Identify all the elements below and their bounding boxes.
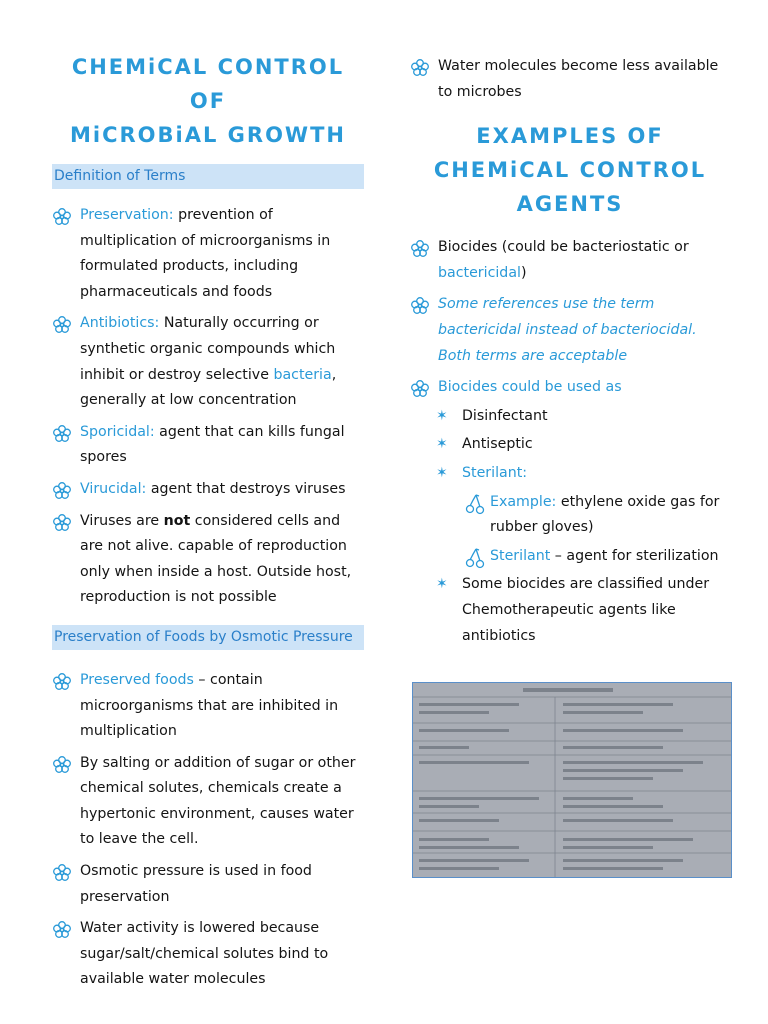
blurred-table-image <box>413 683 731 877</box>
term-sterilant: Sterilant <box>490 547 551 564</box>
text-disinfectant: Disinfectant <box>462 407 548 424</box>
table-photo <box>412 682 732 878</box>
text-example: ethylene oxide gas for rubber gloves) <box>490 493 720 536</box>
subsubbullet-example <box>410 490 730 541</box>
flower-outline-icon <box>52 755 72 773</box>
star-icon: ✶ <box>436 464 448 481</box>
subbullet-sterilant <box>410 461 730 487</box>
text-salting: By salting or addition of sugar or other chemical solutes, chemicals create a hypertonic environment, causes water to leave the cell. <box>80 754 356 848</box>
bullet-antibiotics <box>52 311 364 413</box>
term-preserved-foods: Preserved foods <box>80 671 194 688</box>
link-bacteria[interactable]: bacteria <box>273 366 332 383</box>
text-virucidal: agent that destroys viruses <box>146 480 346 497</box>
flower-outline-icon <box>410 58 430 76</box>
text-preservation: prevention of multiplication of microorganisms in formulated products, including pharmaceuticals and foods <box>80 207 331 300</box>
text-some-biocides: Some biocides are classified under Chemotherapeutic agents like antibiotics <box>462 576 710 644</box>
text-sterilant-label: Sterilant: <box>462 464 528 481</box>
right-column <box>410 0 730 649</box>
flower-outline-icon <box>52 863 72 881</box>
term-preservation: Preservation: <box>80 207 174 223</box>
flower-outline-icon <box>410 379 430 397</box>
bullet-osmotic-pressure <box>52 859 364 910</box>
bullet-biocides <box>410 235 730 286</box>
cherries-icon <box>464 547 486 569</box>
text-biocides-a: Biocides (could be bacteriostatic or <box>438 239 689 256</box>
text-antibiotics-a: Naturally occurring or synthetic organic compounds which inhibit or destroy selective <box>80 315 336 383</box>
section-heading-definitions: Definition of Terms <box>52 164 364 189</box>
bullet-viruses <box>52 509 364 611</box>
flower-outline-icon <box>52 424 72 442</box>
star-icon: ✶ <box>436 436 448 453</box>
text-sporicidal: agent that can kills fungal spores <box>80 423 345 466</box>
examples-title-line3: AGENTS <box>516 192 624 217</box>
bullet-preserved-foods <box>52 668 364 745</box>
cherries-icon <box>464 493 486 515</box>
flower-outline-icon <box>52 920 72 938</box>
bullet-water-activity <box>52 916 364 993</box>
flower-outline-icon <box>52 481 72 499</box>
text-antiseptic: Antiseptic <box>462 436 533 453</box>
flower-outline-icon <box>52 672 72 690</box>
link-bactericidal[interactable]: bactericidal <box>438 264 521 281</box>
text-used-as: Biocides could be used as <box>438 379 622 396</box>
section-heading-osmotic: Preservation of Foods by Osmotic Pressure <box>52 625 364 650</box>
text-water-activity: Water activity is lowered because sugar/salt/chemical solutes bind to available water molecules <box>80 920 329 988</box>
text-viruses-a: Viruses are <box>80 512 164 529</box>
subbullet-antiseptic <box>410 432 730 458</box>
bullet-preservation <box>52 203 364 305</box>
text-biocides-b: ) <box>520 264 527 281</box>
flower-outline-icon <box>410 296 430 314</box>
star-icon: ✶ <box>436 407 448 424</box>
flower-outline-icon <box>52 207 72 225</box>
flower-outline-icon <box>52 513 72 531</box>
text-antibiotics-b: , generally at low concentration <box>80 366 337 409</box>
examples-title-line2: CHEMiCAL CONTROL <box>433 158 707 183</box>
main-title-line1: CHEMiCAL CONTROL OF <box>71 55 345 113</box>
term-example: Example: <box>490 493 557 510</box>
star-icon: ✶ <box>436 576 448 593</box>
examples-title <box>410 119 730 221</box>
bullet-water-molecules <box>410 54 730 105</box>
text-water-molecules: Water molecules become less available to microbes <box>438 58 719 100</box>
text-preserved-foods: – contain microorganisms that are inhibited in multiplication <box>80 671 339 740</box>
subbullet-disinfectant <box>410 404 730 430</box>
bullet-virucidal <box>52 477 364 503</box>
bullet-sporicidal <box>52 420 364 471</box>
flower-outline-icon <box>52 315 72 333</box>
examples-title-line1: EXAMPLES OF <box>476 124 664 149</box>
subbullet-some-biocides <box>410 572 730 649</box>
text-viruses-b: considered cells and are not alive. capable of reproduction only when inside a host. Outside host, reproduction is not possible <box>80 512 352 606</box>
text-note-terms: Some references use the term bactericidal instead of bacteriocidal. Both terms are acceptable <box>438 296 697 364</box>
flower-outline-icon <box>410 239 430 257</box>
text-sterilant: – agent for sterilization <box>550 547 719 564</box>
bullet-salting <box>52 751 364 853</box>
term-antibiotics: Antibiotics: <box>80 315 160 332</box>
text-viruses-not: not <box>163 512 191 529</box>
left-column <box>52 0 364 993</box>
text-osmotic-pressure: Osmotic pressure is used in food preservation <box>80 863 312 905</box>
main-title-line2: MiCROBiAL GROWTH <box>69 123 346 147</box>
bullet-note-terms <box>410 292 730 369</box>
term-virucidal: Virucidal: <box>80 480 147 497</box>
bullet-used-as <box>410 375 730 401</box>
term-sporicidal: Sporicidal: <box>80 423 155 440</box>
main-title <box>52 50 364 152</box>
subsubbullet-sterilant <box>410 544 730 570</box>
